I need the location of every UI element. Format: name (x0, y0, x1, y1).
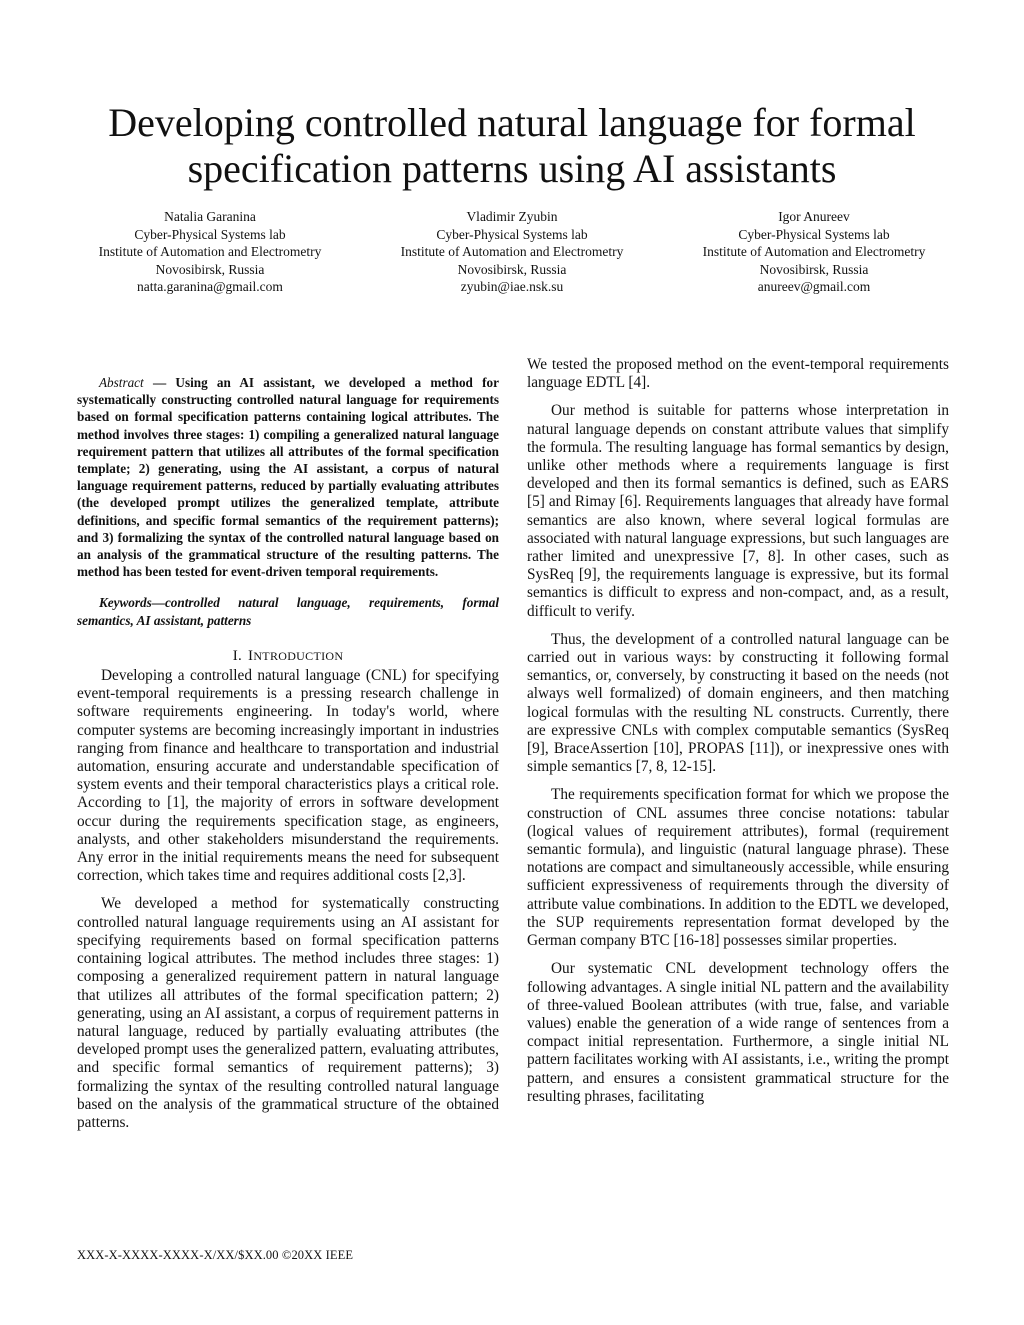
paper-title-line-1: Developing controlled natural language for formal (108, 100, 916, 145)
section-number: I. (232, 647, 243, 664)
author-lab: Cyber-Physical Systems lab (134, 226, 286, 242)
author-2 (362, 208, 662, 296)
keywords: Keywords—controlled natural language, requirements, formal semantics, AI assistant, patterns (77, 595, 499, 628)
author-name: Vladimir Zyubin (466, 209, 558, 224)
author-block (60, 208, 964, 298)
abstract-label: Abstract (99, 375, 144, 390)
paragraph: Developing a controlled natural language (CNL) for specifying event-temporal requirements is a pressing research challenge in software requirements engineering. In today's world, where computer systems are becoming increasingly important in industries ranging from finance and healthcare to transportation and industrial automation, ensuring accurate and understandable specification of system events and their temporal characteristics plays a critical role. According to [1], the majority of errors in software development occur during the requirements specification stage, as engineers, analysts, and other stakeholders misunderstand the requirements. Any error in the initial requirements means the need for subsequent correction, which takes time and requires additional costs [2,3]. (77, 667, 499, 885)
paragraph: Thus, the development of a controlled natural language can be carried out in various ways: by constructing it following formal semantics, or, conversely, by constructing it based on the needs (not always well formalized) of domain engineers, and then matching logical formulas with the resulting NL constructs. Currently, there are expressive CNLs with complex computable semantics (SysReq [9], BraceAssertion [10], PROPAS [11]), or inexpressive ones with simple semantics [7, 8, 12-15]. (527, 630, 949, 776)
author-name: Igor Anureev (778, 209, 850, 224)
author-institute: Institute of Automation and Electrometry (400, 244, 624, 260)
author-3 (664, 208, 964, 296)
section-title-initial: I (248, 647, 254, 664)
author-name: Natalia Garanina (164, 209, 256, 224)
paragraph: We tested the proposed method on the event-temporal requirements language EDTL [4]. (527, 356, 949, 392)
right-column (527, 356, 949, 1116)
author-city: Novosibirsk, Russia (759, 261, 869, 277)
paper-title (60, 100, 964, 192)
abstract (77, 374, 499, 580)
paragraph: Our systematic CNL development technology offers the following advantages. A single initial NL pattern and the availability of three-valued Boolean attributes (with true, false, and variable values) enable the generation of a wide range of sentences from a compact initial representation. Furthermore, a single initial NL pattern facilitates working with AI assistants, i.e., writing the prompt pattern, and ensures a consistent grammatical structure for the resulting phrases, facilitating (527, 960, 949, 1105)
author-city: Novosibirsk, Russia (155, 261, 265, 277)
author-institute: Institute of Automation and Electrometry (98, 244, 322, 260)
paragraph: We developed a method for systematically constructing controlled natural language requirements using an AI assistant for specifying requirements based on formal specification patterns containing logical attributes. The method includes three stages: 1) composing a generalized requirement pattern in natural language that utilizes all attributes of the formal specification pattern; 2) generating, using an AI assistant, a corpus of requirement patterns in natural language, reduced by partially evaluating attributes (the developed prompt uses the generalized pattern, evaluating attributes, and specific formal semantics of requirement patterns); 3) formalizing the syntax of the resulting controlled natural language based on the analysis of the grammatical structure of the obtained patterns. (77, 895, 499, 1131)
abstract-text: — Using an AI assistant, we developed a method for systematically constructing controlled natural language for requirements based on formal specification patterns containing logical attributes. The method involves three stages: 1) compiling a generalized natural language requirement pattern that utilizes all attributes of the formal specification template; 2) generating, using the AI assistant, a corpus of natural language requirement patterns, reduced by partially evaluating attributes (the developed prompt utilizes the generalized template, attribute definitions, and specific formal semantics of the requirement patterns); and 3) formalizing the syntax of the controlled natural language based on an analysis of the grammatical structure of the resulting patterns. The method has been tested for event-driven temporal requirements. (77, 375, 499, 580)
author-email: anureev@gmail.com (757, 279, 871, 295)
section-title-rest: NTRODUCTION (253, 648, 344, 663)
author-city: Novosibirsk, Russia (457, 261, 567, 277)
paragraph: Our method is suitable for patterns whose interpretation in natural language depends on constant attribute values that simplify the formula. The resulting language has formal semantics by design, unlike other methods where a requirements language is first developed and then its formal semantics is defined, such as EARS [5] and Rimay [6]. Requirements languages that already have formal semantics are also known, where several logical formulas are associated with natural language expressions, but such languages are rather limited and unexpressive [7, 8]. In other cases, such as SysReq [9], the requirements language is expressive, but its formal semantics is difficult to express and non-compact, and, as a result, difficult to verify. (527, 402, 949, 620)
author-email: natta.garanina@gmail.com (137, 279, 283, 295)
paragraph: The requirements specification format for which we propose the construction of CNL assumes three concise notations: tabular (logical values of requirement attributes), formal (requirement semantic formula), and linguistic (natural language phrase). These notations are compact and simultaneously accessible, while ensuring sufficient expressiveness of requirements through the diversity of attribute value combinations. In addition to the EDTL we developed, the SUP requirements representation format developed by the German company BTC [16-18] possesses similar properties. (527, 786, 949, 950)
author-1 (60, 208, 360, 296)
copyright-footer: XXX-X-XXXX-XXXX-X/XX/$XX.00 ©20XX IEEE (77, 1248, 354, 1262)
section-heading-introduction (77, 647, 499, 665)
author-lab: Cyber-Physical Systems lab (436, 226, 588, 242)
left-column (77, 374, 499, 1142)
paper-title-line-2: specification patterns using AI assistants (187, 146, 837, 191)
author-lab: Cyber-Physical Systems lab (738, 226, 890, 242)
author-institute: Institute of Automation and Electrometry (702, 244, 926, 260)
author-email: zyubin@iae.nsk.su (460, 279, 564, 295)
